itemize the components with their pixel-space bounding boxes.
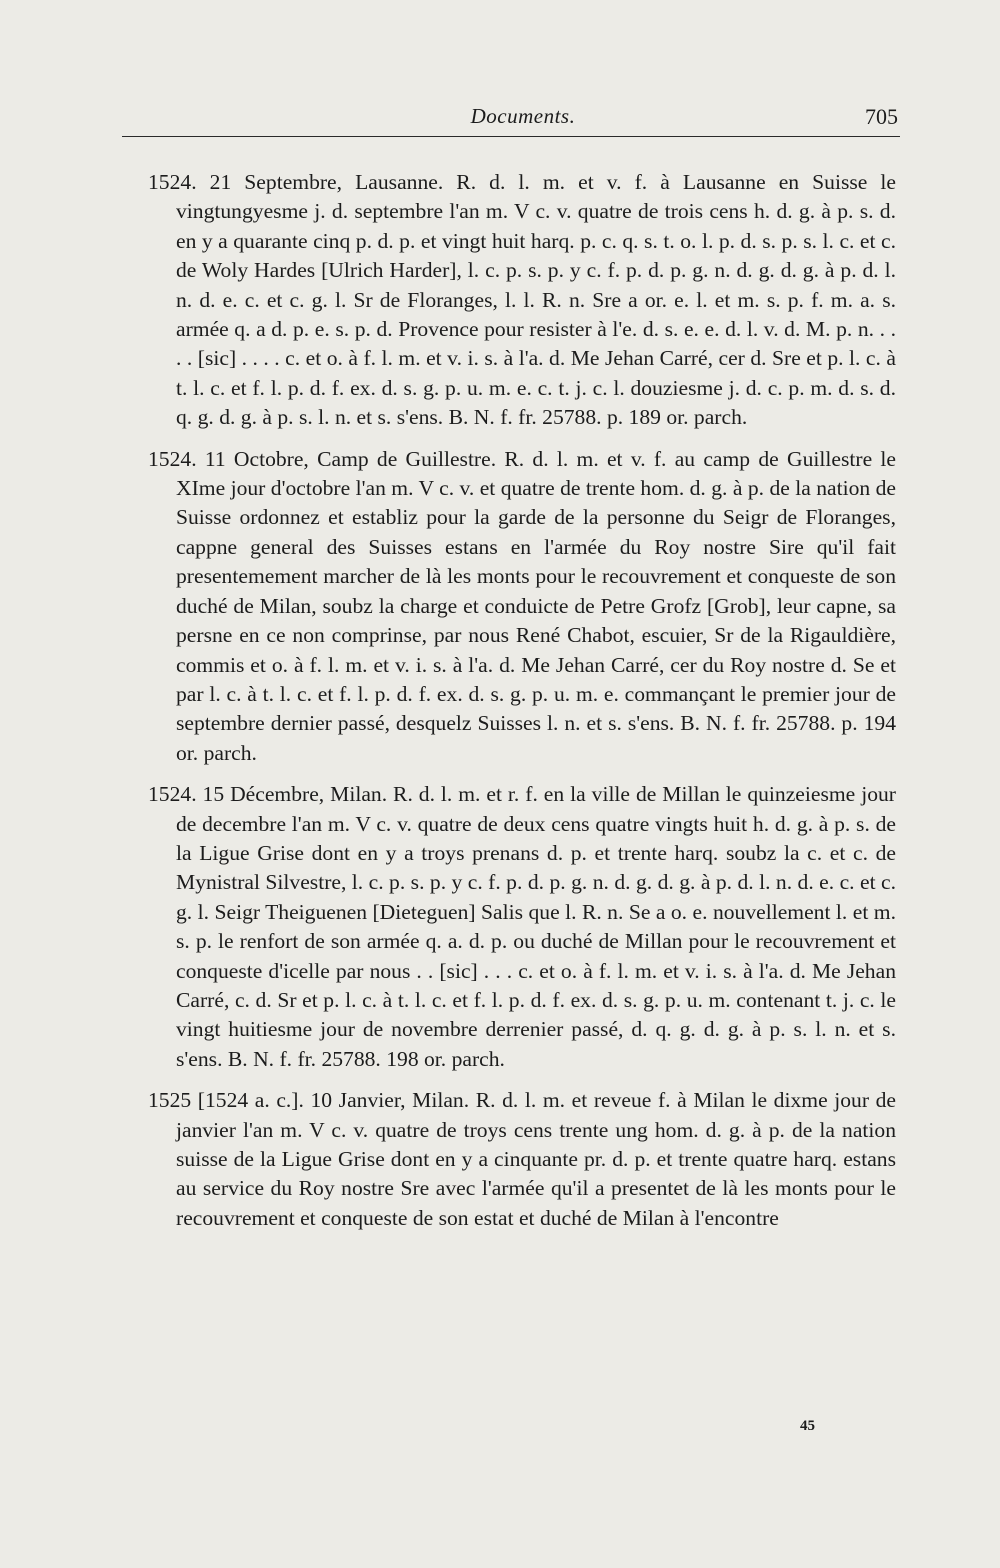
entry-1524-10-11: 1524. 11 Octobre, Camp de Guillestre. R. d. l. m. et v. f. au camp de Guillestre le XIme jour d'octobre l'an m. V c. v. et quatre de trente hom. d. g. à p. de la nation de Suisse ordonnez et establiz pour la garde de la personne du Seigr de Floranges, cappne general des Suisses estans en l'armée du Roy nostre Sire qu'il fait presentemement marcher de là les monts pour le recouvrement et conqueste de son duché de Milan, soubz la charge et conduicte de Petre Grofz [Grob], leur capne, sa persne en ce non comprinse, par nous René Chabot, escuier, Sr de la Rigauldière, commis et o. à f. l. m. et v. i. s. à l'a. d. Me Jehan Carré, cer du Roy nostre d. Se et par l. c. à t. l. c. et f. l. p. d. f. ex. d. s. g. p. u. m. e. commançant le premier jour de septembre dernier passé, desquelz Suisses l. n. et s. s'ens. B. N. f. fr. 25788. p. 194 or. parch. — [148, 446, 896, 765]
document-body — [148, 168, 896, 1245]
header-rule — [122, 136, 900, 137]
entry-1524-09-21: 1524. 21 Septembre, Lausanne. R. d. l. m. et v. f. à Lausanne en Suisse le vingtungyesme j. d. septembre l'an m. V c. v. quatre de trois cens h. d. g. à p. s. d. en y a quarante cinq p. d. p. et vingt huit harq. p. c. q. s. t. o. l. p. d. s. p. s. l. c. et c. de Woly Hardes [Ulrich Harder], l. c. p. s. p. y c. f. p. d. p. g. n. d. g. d. g. à p. d. l. n. d. e. c. et c. g. l. Sr de Floranges, l. l. R. n. Sre a or. e. l. et m. s. p. f. m. a. s. armée q. a d. p. e. s. p. d. Provence pour resister à l'e. d. s. e. e. d. l. v. d. M. p. n. . . . . [sic] . . . . c. et o. à f. l. m. et v. i. s. à l'a. d. Me Jehan Carré, cer d. Sre et p. l. c. à t. l. c. et f. l. p. d. f. ex. d. s. g. p. u. m. e. c. t. j. c. l. douziesme j. d. c. p. m. d. s. d. q. g. d. g. à p. s. l. n. et s. s'ens. B. N. f. fr. 25788. p. 189 or. parch. — [148, 170, 896, 430]
page-number: 705 — [865, 104, 898, 129]
running-header — [148, 104, 898, 138]
entry-1525-01-10: 1525 [1524 a. c.]. 10 Janvier, Milan. R. d. l. m. et reveue f. à Milan le dixme jour de janvier l'an m. V c. v. quatre de troys cens trente ung hom. d. g. à p. de la nation suisse de la Ligue Grise dont en y a cinquante pr. d. p. et trente quatre harq. estans au service du Roy nostre Sre avec l'armée qu'il a presentet de là les monts pour le recouvrement et conqueste de son estat et duché de Milan à l'encontre — [148, 1088, 896, 1230]
folio-signature: 45 — [800, 1418, 815, 1434]
running-title: Documents. — [470, 104, 576, 128]
entry-1524-12-15: 1524. 15 Décembre, Milan. R. d. l. m. et r. f. en la ville de Millan le quinzeiesme jour de decembre l'an m. V c. v. quatre de deux cens quatre vingts huit h. d. g. à p. s. de la Ligue Grise dont en y a troys prenans d. p. et trente harq. soubz la c. et c. de Mynistral Silvestre, l. c. p. s. p. y c. f. p. d. p. g. n. d. g. d. g. à p. d. l. n. d. e. c. et c. g. l. Seigr Theiguenen [Dieteguen] Salis que l. R. n. Se a o. e. nouvellement l. et m. s. p. le renfort de son armée q. a. d. p. ou duché de Millan pour le recouvrement et conqueste d'icelle par nous . . [sic] . . . c. et o. à f. l. m. et v. i. s. à l'a. d. Me Jehan Carré, c. d. Sr et p. l. c. à t. l. c. et f. l. p. d. f. ex. d. s. g. p. u. m. contenant t. j. c. le vingt huitiesme jour de novembre derrenier passé, d. q. g. d. g. à p. s. l. n. et s. s'ens. B. N. f. fr. 25788. 198 or. parch. — [148, 782, 896, 1071]
